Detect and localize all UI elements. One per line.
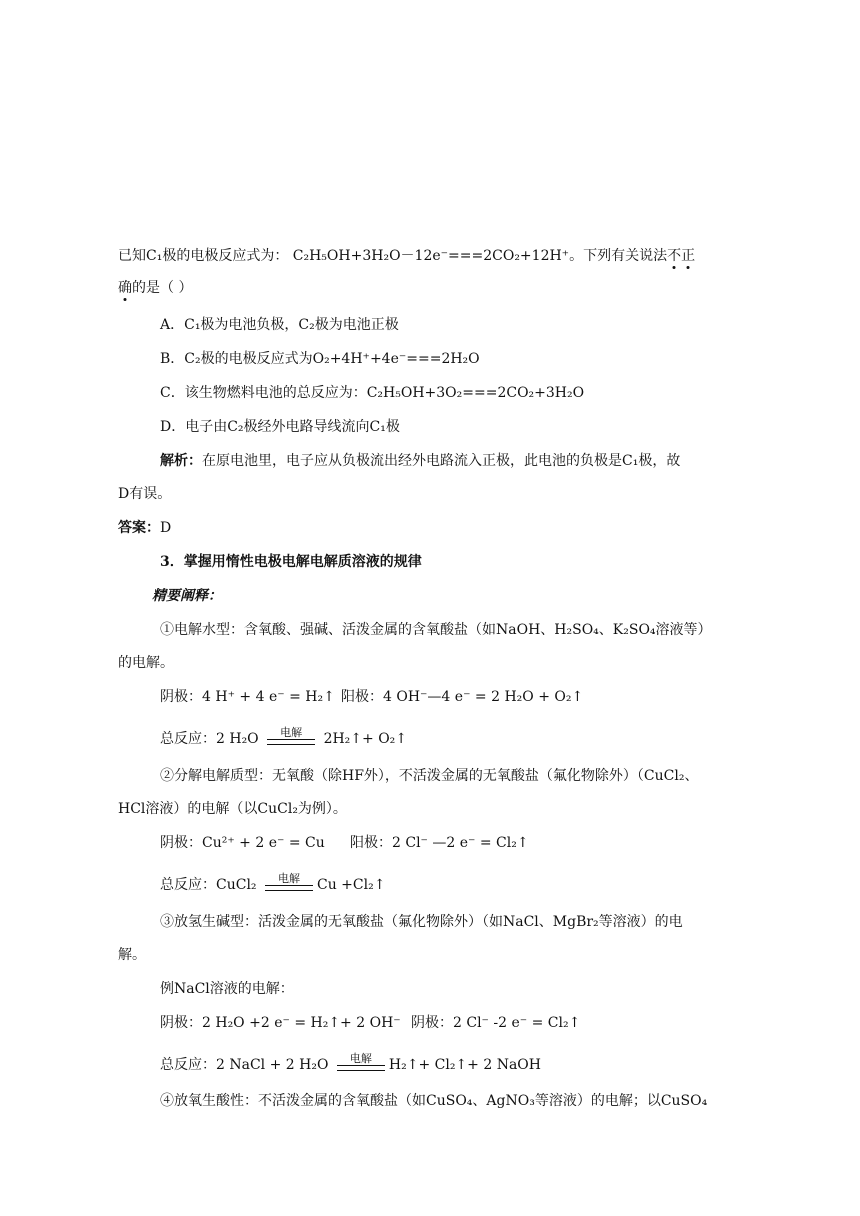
type3-total-products: H₂↑+ Cl₂↑+ 2 NaOH <box>388 1057 541 1073</box>
intro-line-1 <box>118 246 695 266</box>
type2-total-label: 总反应：CuCl₂ <box>160 877 257 893</box>
emphasis-que: 确 <box>118 280 132 296</box>
arrow-label: 电解 <box>277 872 300 885</box>
option-b: B．C₂极的电极反应式为O₂+4H⁺+4e⁻===2H₂O <box>160 351 480 367</box>
analysis-line-1 <box>160 451 680 471</box>
type1-total <box>160 726 408 749</box>
electrolysis-arrow <box>337 1052 385 1075</box>
intro-text: 已知C₁极的电极反应式为： C₂H₅OH+3H₂O－12e⁻===2CO₂+12H⁺。下列有关说法 <box>118 248 668 264</box>
type3-line-1: ③放氢生碱型：活泼金属的无氧酸盐（氟化物除外）（如NaCl、MgBr₂等溶液）的电 <box>160 914 683 930</box>
section-3-heading: 3．掌握用惰性电极电解电解质溶液的规律 <box>160 554 422 570</box>
type2-total <box>160 872 386 895</box>
type4-line-1: ④放氧生酸性：不活泼金属的含氧酸盐（如CuSO₄、AgNO₃等溶液）的电解；以CuSO₄ <box>160 1093 708 1109</box>
section-3-sub: 精要阐释： <box>152 588 222 604</box>
emphasis-zheng: 正 <box>681 248 696 264</box>
type3-example: 例NaCl溶液的电解： <box>160 981 294 997</box>
electrolysis-arrow <box>265 872 313 895</box>
type2-line-2: HCl溶液）的电解（以CuCl₂为例）。 <box>118 801 347 817</box>
type3-total <box>160 1052 541 1075</box>
type2-cathode: 阴极：Cu²⁺ + 2 e⁻ = Cu <box>160 835 325 851</box>
type1-line-2: 的电解。 <box>118 655 174 671</box>
type2-total-products: Cu +Cl₂↑ <box>316 877 386 893</box>
intro-line-2 <box>118 278 192 298</box>
type3-anode: 阴极：2 Cl⁻ -2 e⁻ = Cl₂↑ <box>411 1015 581 1031</box>
type1-anode: 阳极：4 OH⁻—4 e⁻ = 2 H₂O + O₂↑ <box>341 689 584 705</box>
electrolysis-arrow <box>267 726 315 749</box>
option-d: D．电子由C₂极经外电路导线流向C₁极 <box>160 419 400 435</box>
type1-line-1: ①电解水型：含氧酸、强碱、活泼金属的含氧酸盐（如NaOH、H₂SO₄、K₂SO₄溶液等） <box>160 622 712 638</box>
emphasis-bu: 不 <box>667 248 682 264</box>
arrow-label: 电解 <box>280 726 303 739</box>
type2-line-1: ②分解电解质型：无氧酸（除HF外），不活泼金属的无氧酸盐（氟化物除外）（CuCl₂、 <box>160 768 699 784</box>
type3-total-label: 总反应：2 NaCl + 2 H₂O <box>160 1057 329 1073</box>
answer-line <box>118 518 171 538</box>
type2-anode: 阳极：2 Cl⁻ —2 e⁻ = Cl₂↑ <box>350 835 529 851</box>
analysis-line-2: D有误。 <box>118 486 172 502</box>
type1-cathode: 阴极：4 H⁺ + 4 e⁻ = H₂↑ <box>160 689 335 705</box>
type3-cathode: 阴极：2 H₂O +2 e⁻ = H₂↑+ 2 OH⁻ <box>160 1015 401 1031</box>
type1-total-label: 总反应：2 H₂O <box>160 731 259 747</box>
answer-value: D <box>160 520 172 536</box>
analysis-text: 在原电池里，电子应从负极流出经外电路流入正极，此电池的负极是C₁极，故 <box>202 453 681 469</box>
type1-total-products: 2H₂↑+ O₂↑ <box>323 731 408 747</box>
type3-line-2: 解。 <box>118 947 146 963</box>
option-a: A．C₁极为电池负极，C₂极为电池正极 <box>160 317 399 333</box>
answer-label: 答案： <box>118 520 160 536</box>
arrow-label: 电解 <box>349 1052 372 1065</box>
option-c: C．该生物燃料电池的总反应为：C₂H₅OH+3O₂===2CO₂+3H₂O <box>160 385 585 401</box>
intro-text-2: 的是（ ） <box>132 280 193 296</box>
analysis-label: 解析： <box>160 453 202 469</box>
